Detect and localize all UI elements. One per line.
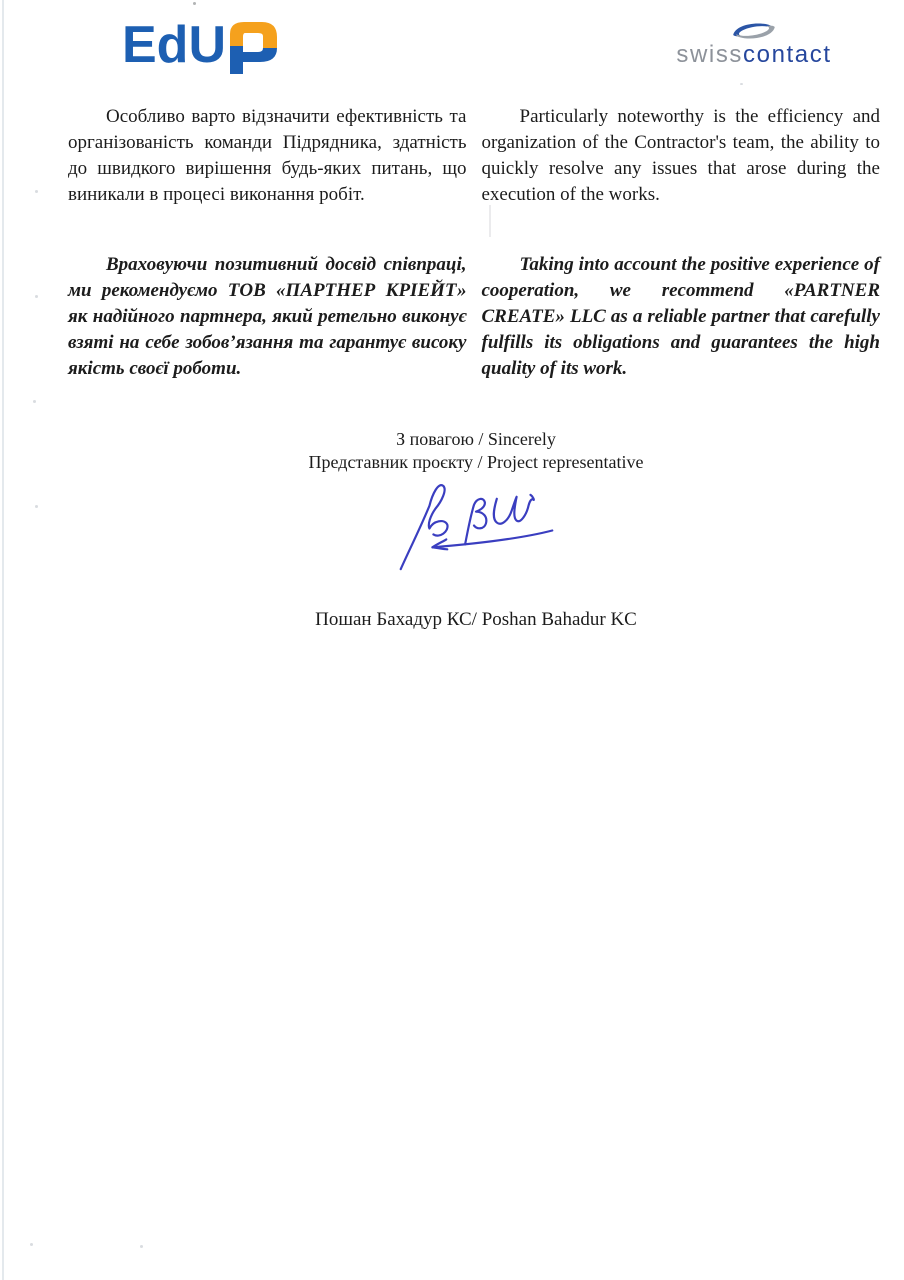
letter-body: [68, 104, 880, 382]
scan-speck: [30, 1243, 33, 1246]
scan-speck: [740, 83, 743, 85]
signature-arrowhead: [432, 539, 447, 549]
paragraph-1-english: Particularly noteworthy is the efficiency and organization of the Contractor's team, the ability to quickly resolve any issues that arose during the execution of the works.: [481, 106, 880, 205]
paragraph-2-ukrainian: Враховуючи позитивний досвід співпраці, ми рекомендуємо ТОВ «ПАРТНЕР КРІЕЙТ» як надійного партнера, який ретельно виконує взяті на себе зобов’язання та гарантує високу якість своєї роботи.: [68, 254, 467, 379]
paragraph-2-english: Taking into account the positive experience of cooperation, we recommend «PARTNER CREATE» LLC as a reliable partner that carefully fulfills its obligations and guarantees the high quality of its work.: [481, 254, 880, 379]
scan-speck: [193, 2, 196, 5]
signature-stroke-loop-tail: [401, 485, 448, 569]
edup-logo-icon: [122, 8, 292, 80]
scan-smudge: [489, 205, 491, 237]
representative-line: Представник проєкту / Project representative: [308, 452, 644, 472]
handwritten-signature: [386, 478, 566, 582]
signature-strokes: [386, 478, 566, 582]
swisscontact-logo: [674, 20, 834, 67]
sincerely-line: З повагою / Sincerely: [396, 429, 556, 449]
signature-stroke-u: [494, 495, 534, 524]
signature-stroke-b: [465, 499, 486, 545]
scan-speck: [140, 1245, 143, 1248]
edup-logo: [122, 8, 292, 80]
scan-speck: [35, 295, 38, 298]
paragraph-1-ukrainian: Особливо варто відзначити ефективність та організованість команди Підрядника, здатність до швидкого вирішення будь-яких питань, що виникали в процесі виконання робіт.: [68, 106, 467, 205]
signer-name: Пошан Бахадур КС/ Poshan Bahadur KC: [315, 609, 637, 630]
swisscontact-word-swiss: swiss: [676, 41, 744, 68]
letterhead: [0, 0, 904, 80]
closing-block: [0, 428, 904, 632]
scan-edge-line: [2, 0, 4, 1280]
scan-speck: [35, 505, 38, 508]
swisscontact-swirl-icon: [730, 20, 778, 42]
swisscontact-wordmark: [676, 43, 831, 67]
edup-logo-text: EdU: [122, 16, 226, 74]
scan-speck: [35, 190, 38, 193]
signature-underline: [432, 530, 552, 547]
scan-speck: [33, 400, 36, 403]
edup-p-blue-shape: [230, 46, 277, 74]
swisscontact-word-contact: contact: [743, 41, 832, 68]
edup-p-top-orange-shape: [230, 22, 277, 48]
